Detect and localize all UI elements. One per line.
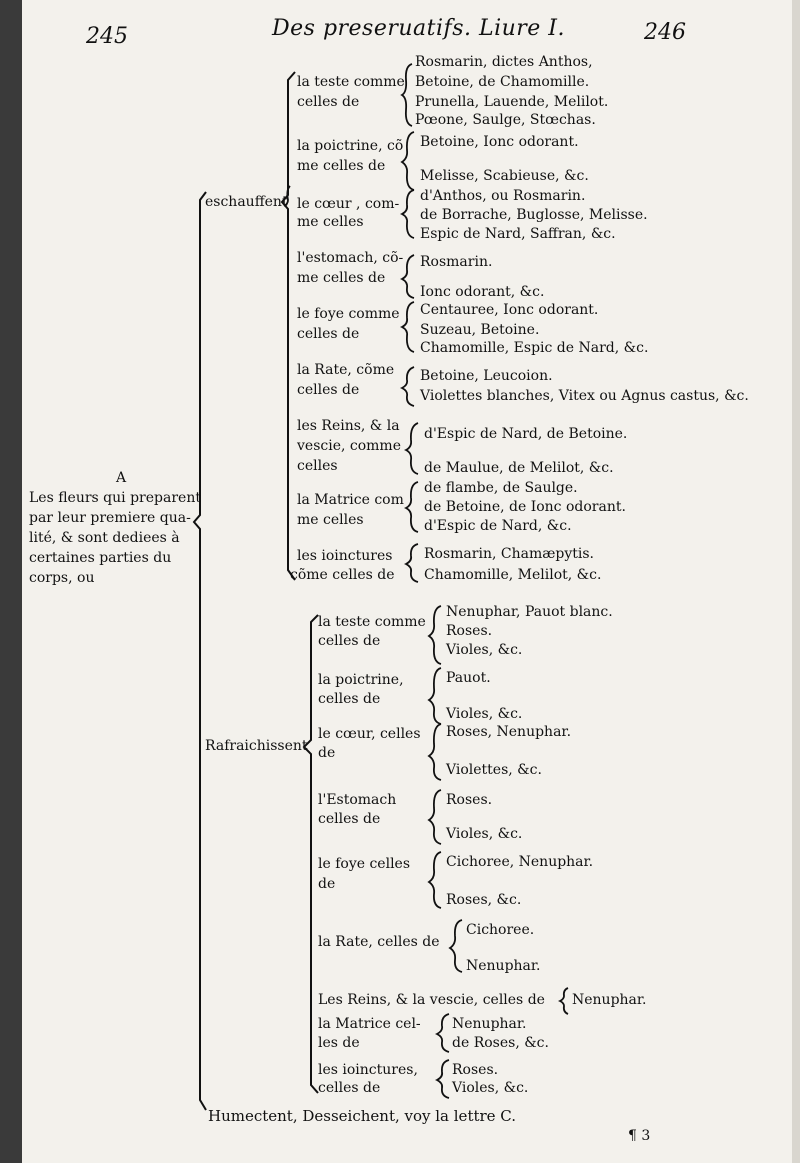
- raf-ioinctures-label-2: celles de: [318, 1080, 381, 1096]
- esch-reins-label-3: celles: [297, 458, 338, 474]
- raf-rate-item-2: Nenuphar.: [466, 958, 541, 974]
- esch-reins-item-2: de Maulue, de Melilot, &c.: [424, 460, 614, 476]
- page-edge: [792, 0, 800, 1163]
- esch-rate-item-1: Betoine, Leucoion.: [420, 368, 553, 384]
- esch-matrice-item-2: de Betoine, de Ionc odorant.: [424, 499, 626, 515]
- esch-foye-label-1: le foye comme: [297, 306, 400, 322]
- page-number-left: 245: [86, 24, 128, 49]
- raf-foye-label-2: de: [318, 876, 336, 892]
- esch-teste-label-1: la teste comme: [297, 74, 405, 90]
- raf-poictrine-item-1: Pauot.: [446, 670, 491, 686]
- esch-poictrine-label-1: la poictrine, cõ: [297, 138, 404, 154]
- raf-rate-label: la Rate, celles de: [318, 934, 440, 950]
- esch-poictrine-item-1: Betoine, Ionc odorant.: [420, 134, 579, 150]
- esch-estomach-label-2: me celles de: [297, 270, 386, 286]
- raf-teste-label-2: celles de: [318, 633, 381, 649]
- raf-foye-item-2: Roses, &c.: [446, 892, 522, 908]
- root-line-3: lité, & sont dediees à: [29, 530, 180, 546]
- raf-estomach-item-1: Roses.: [446, 792, 493, 808]
- raf-estomach-label-1: l'Estomach: [318, 792, 397, 808]
- root-line-4: certaines parties du: [29, 550, 172, 566]
- esch-teste-label-2: celles de: [297, 94, 360, 110]
- esch-reins-item-1: d'Espic de Nard, de Betoine.: [424, 426, 628, 442]
- raf-matrice-label-1: la Matrice cel-: [318, 1016, 421, 1032]
- esch-reins-label-2: vescie, comme: [297, 438, 401, 454]
- raf-foye-label-1: le foye celles: [318, 856, 411, 872]
- raf-poictrine-label-1: la poictrine,: [318, 672, 404, 688]
- esch-matrice-label-2: me celles: [297, 512, 364, 528]
- esch-rate-label-2: celles de: [297, 382, 360, 398]
- esch-coeur-label-2: me celles: [297, 214, 364, 230]
- esch-teste-item-4: Pœone, Saulge, Stœchas.: [415, 112, 596, 128]
- raf-teste-item-2: Roses.: [446, 623, 493, 639]
- esch-coeur-item-2: de Borrache, Buglosse, Melisse.: [420, 207, 648, 223]
- raf-matrice-item-2: de Roses, &c.: [452, 1035, 549, 1051]
- root-letter: A: [116, 470, 127, 486]
- esch-coeur-item-3: Espic de Nard, Saffran, &c.: [420, 226, 616, 242]
- esch-matrice-label-1: la Matrice com: [297, 492, 404, 508]
- raf-teste-item-3: Violes, &c.: [446, 642, 523, 658]
- esch-rate-label-1: la Rate, cõme: [297, 362, 395, 378]
- raf-coeur-item-1: Roses, Nenuphar.: [446, 724, 572, 740]
- esch-coeur-item-1: d'Anthos, ou Rosmarin.: [420, 188, 586, 204]
- raf-coeur-label-1: le cœur, celles: [318, 726, 421, 742]
- raf-poictrine-item-2: Violes, &c.: [446, 706, 523, 722]
- esch-foye-item-2: Suzeau, Betoine.: [420, 322, 540, 338]
- raf-poictrine-label-2: celles de: [318, 691, 381, 707]
- running-title: Des preseruatifs. Liure I.: [272, 16, 565, 41]
- esch-matrice-item-1: de flambe, de Saulge.: [424, 480, 578, 496]
- raf-foye-item-1: Cichoree, Nenuphar.: [446, 854, 594, 870]
- esch-ioinctures-item-1: Rosmarin, Chamæpytis.: [424, 546, 594, 562]
- root-line-2: par leur premiere qua-: [29, 510, 191, 526]
- esch-foye-item-1: Centauree, Ionc odorant.: [420, 302, 599, 318]
- raf-teste-label-1: la teste comme: [318, 614, 426, 630]
- raf-coeur-item-2: Violettes, &c.: [446, 762, 542, 778]
- raf-estomach-label-2: celles de: [318, 811, 381, 827]
- raf-reins-label: Les Reins, & la vescie, celles de: [318, 992, 545, 1008]
- esch-ioinctures-label-2: cõme celles de: [290, 567, 395, 583]
- root-line-1: Les fleurs qui preparent: [29, 490, 201, 506]
- esch-teste-item-3: Prunella, Lauende, Melilot.: [415, 94, 609, 110]
- esch-foye-label-2: celles de: [297, 326, 360, 342]
- page-gutter-shadow: [0, 0, 22, 1163]
- esch-matrice-item-3: d'Espic de Nard, &c.: [424, 518, 572, 534]
- esch-coeur-label-1: le cœur , com-: [297, 196, 400, 212]
- esch-teste-item-1: Rosmarin, dictes Anthos,: [415, 54, 593, 70]
- esch-ioinctures-item-2: Chamomille, Melilot, &c.: [424, 567, 602, 583]
- esch-estomach-item-1: Rosmarin.: [420, 254, 493, 270]
- esch-reins-label-1: les Reins, & la: [297, 418, 400, 434]
- humectent-line: Humectent, Desseichent, voy la lettre C.: [208, 1107, 517, 1125]
- raf-matrice-label-2: les de: [318, 1035, 360, 1051]
- esch-estomach-item-2: Ionc odorant, &c.: [420, 284, 545, 300]
- esch-ioinctures-label-1: les ioinctures: [297, 548, 393, 564]
- raf-coeur-label-2: de: [318, 745, 336, 761]
- esch-poictrine-item-2: Melisse, Scabieuse, &c.: [420, 168, 589, 184]
- raf-ioinctures-item-2: Violes, &c.: [452, 1080, 529, 1096]
- raf-estomach-item-2: Violes, &c.: [446, 826, 523, 842]
- raf-reins-item: Nenuphar.: [572, 992, 647, 1008]
- esch-foye-item-3: Chamomille, Espic de Nard, &c.: [420, 340, 649, 356]
- esch-estomach-label-1: l'estomach, cõ-: [297, 250, 404, 266]
- rafraichissent-label: Rafraichissent: [205, 738, 308, 754]
- page-number-right: 246: [644, 20, 686, 45]
- raf-matrice-item-1: Nenuphar.: [452, 1016, 527, 1032]
- eschauffent-label: eschauffent: [205, 194, 288, 210]
- raf-ioinctures-label-1: les ioinctures,: [318, 1062, 418, 1078]
- esch-poictrine-label-2: me celles de: [297, 158, 386, 174]
- raf-teste-item-1: Nenuphar, Pauot blanc.: [446, 604, 613, 620]
- esch-rate-item-2: Violettes blanches, Vitex ou Agnus castus, &c.: [420, 388, 749, 404]
- raf-rate-item-1: Cichoree.: [466, 922, 535, 938]
- raf-ioinctures-item-1: Roses.: [452, 1062, 499, 1078]
- signature-mark: ¶ 3: [628, 1128, 651, 1144]
- root-line-5: corps, ou: [29, 570, 95, 586]
- esch-teste-item-2: Betoine, de Chamomille.: [415, 74, 590, 90]
